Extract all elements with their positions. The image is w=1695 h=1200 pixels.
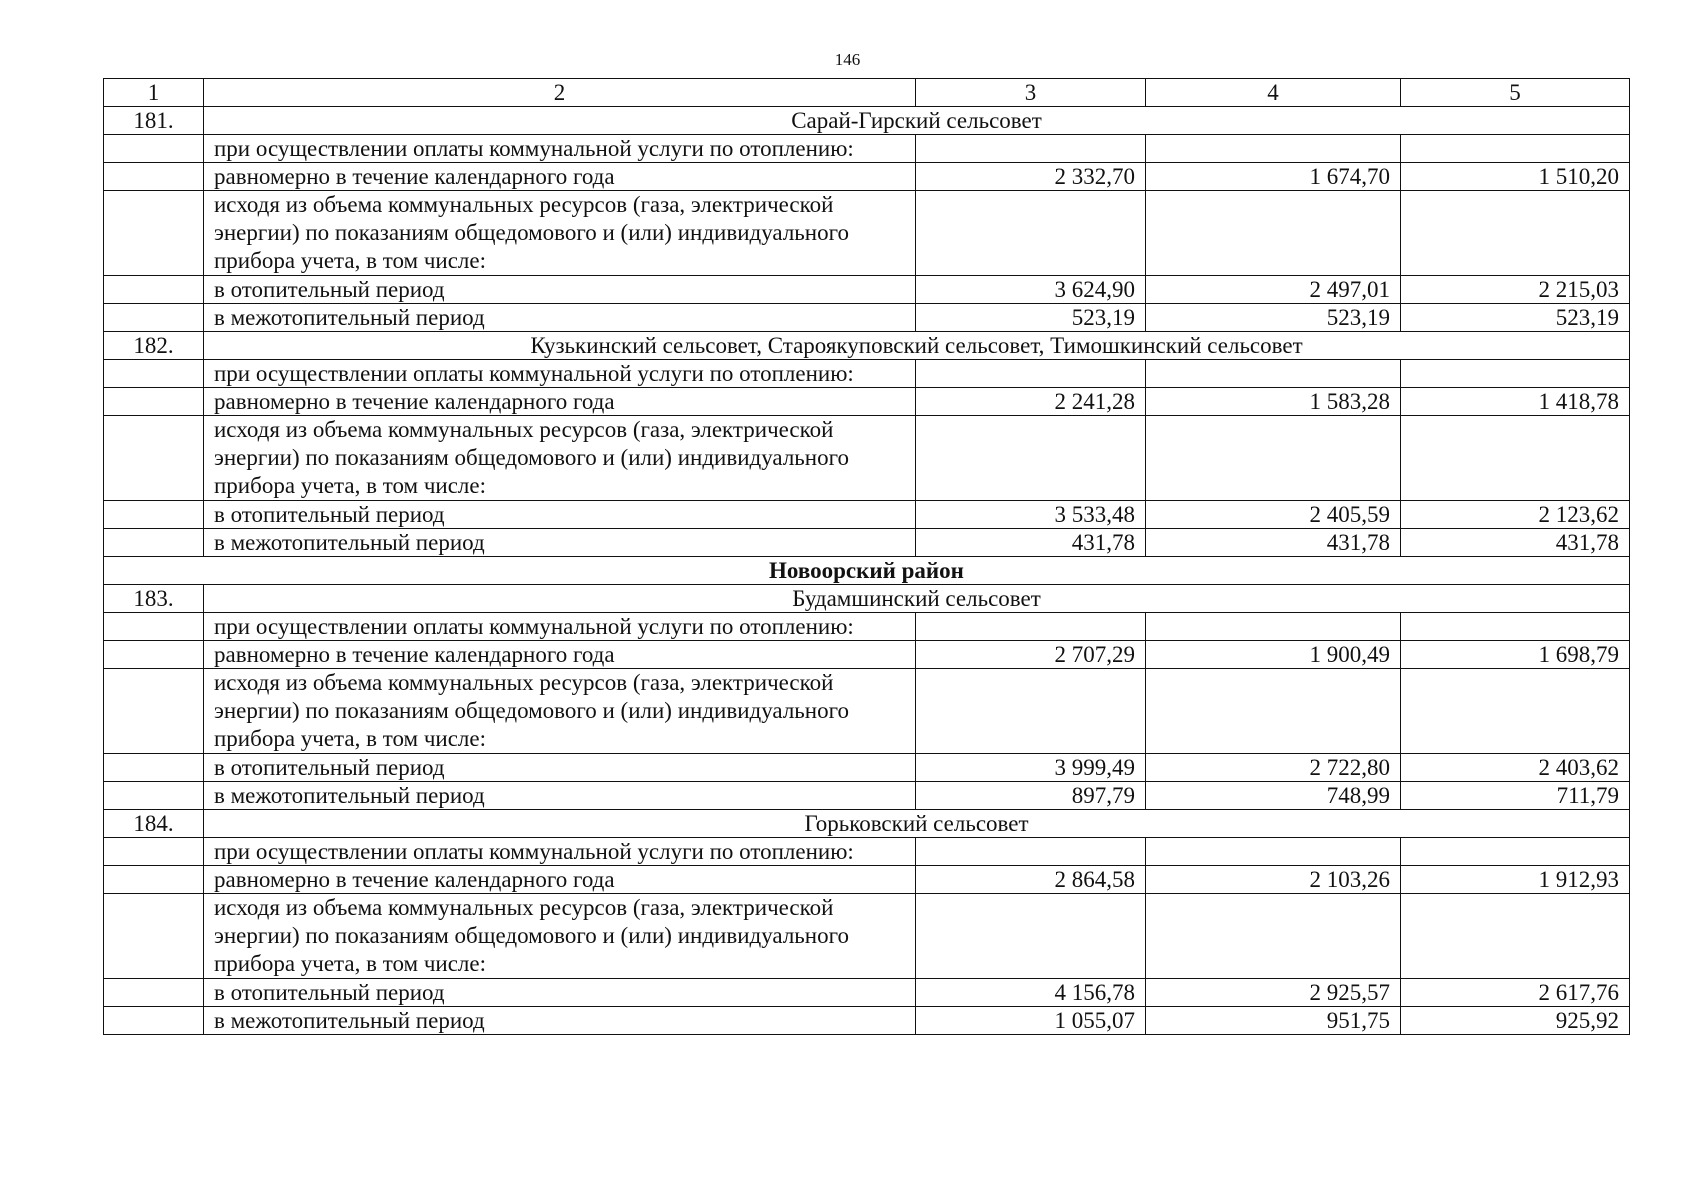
row-number-cell <box>104 669 204 754</box>
row-number-cell <box>104 304 204 332</box>
value-col-5: 2 617,76 <box>1401 979 1630 1007</box>
table-row <box>104 529 1630 557</box>
row-label: при осуществлении оплаты коммунальной услуги по отоплению: <box>204 135 916 163</box>
row-number: 183. <box>104 585 204 613</box>
value-col-5 <box>1401 894 1630 979</box>
header-cell: 1 <box>104 79 204 107</box>
row-label: в межотопительный период <box>204 782 916 810</box>
header-row <box>104 79 1630 107</box>
value-col-5 <box>1401 191 1630 276</box>
value-col-3: 2 707,29 <box>916 641 1146 669</box>
value-col-4 <box>1146 135 1401 163</box>
value-col-4: 1 900,49 <box>1146 641 1401 669</box>
value-col-3: 3 999,49 <box>916 754 1146 782</box>
table-row <box>104 894 1630 979</box>
row-number-cell <box>104 866 204 894</box>
row-label: равномерно в течение календарного года <box>204 866 916 894</box>
table-row <box>104 1007 1630 1035</box>
row-label: в межотопительный период <box>204 529 916 557</box>
row-number-cell <box>104 360 204 388</box>
value-col-5: 1 418,78 <box>1401 388 1630 416</box>
district-title: Новоорский район <box>104 557 1630 585</box>
settlement-row <box>104 107 1630 135</box>
row-label: в отопительный период <box>204 501 916 529</box>
value-col-5 <box>1401 669 1630 754</box>
value-col-4: 2 925,57 <box>1146 979 1401 1007</box>
value-col-4: 2 497,01 <box>1146 276 1401 304</box>
row-label: исходя из объема коммунальных ресурсов (газа, электрической энергии) по показаниям общедомового и (или) индивидуального прибора учета, в том числе: <box>204 669 916 754</box>
row-number-cell <box>104 894 204 979</box>
row-number-cell <box>104 276 204 304</box>
row-label: исходя из объема коммунальных ресурсов (газа, электрической энергии) по показаниям общедомового и (или) индивидуального прибора учета, в том числе: <box>204 191 916 276</box>
settlement-title: Кузькинский сельсовет, Староякуповский сельсовет, Тимошкинский сельсовет <box>204 332 1630 360</box>
table-row <box>104 613 1630 641</box>
row-number-cell <box>104 416 204 501</box>
value-col-5 <box>1401 135 1630 163</box>
value-col-4: 2 103,26 <box>1146 866 1401 894</box>
row-number-cell <box>104 782 204 810</box>
header-cell: 4 <box>1146 79 1401 107</box>
value-col-4 <box>1146 669 1401 754</box>
row-number-cell <box>104 641 204 669</box>
value-col-4: 748,99 <box>1146 782 1401 810</box>
table-row <box>104 501 1630 529</box>
value-col-3: 897,79 <box>916 782 1146 810</box>
value-col-4: 523,19 <box>1146 304 1401 332</box>
row-label: исходя из объема коммунальных ресурсов (газа, электрической энергии) по показаниям общедомового и (или) индивидуального прибора учета, в том числе: <box>204 416 916 501</box>
value-col-4 <box>1146 191 1401 276</box>
value-col-4 <box>1146 416 1401 501</box>
row-number-cell <box>104 163 204 191</box>
row-label: равномерно в течение календарного года <box>204 641 916 669</box>
row-label: при осуществлении оплаты коммунальной услуги по отоплению: <box>204 613 916 641</box>
value-col-3 <box>916 416 1146 501</box>
row-number: 181. <box>104 107 204 135</box>
value-col-4: 431,78 <box>1146 529 1401 557</box>
value-col-4: 2 405,59 <box>1146 501 1401 529</box>
value-col-5: 1 510,20 <box>1401 163 1630 191</box>
row-number-cell <box>104 501 204 529</box>
value-col-5 <box>1401 613 1630 641</box>
header-cell: 2 <box>204 79 916 107</box>
value-col-5: 2 123,62 <box>1401 501 1630 529</box>
row-number-cell <box>104 1007 204 1035</box>
table-row <box>104 135 1630 163</box>
table-row <box>104 388 1630 416</box>
value-col-5: 1 698,79 <box>1401 641 1630 669</box>
value-col-5 <box>1401 838 1630 866</box>
value-col-5: 2 215,03 <box>1401 276 1630 304</box>
value-col-3 <box>916 360 1146 388</box>
table-row <box>104 360 1630 388</box>
value-col-5: 711,79 <box>1401 782 1630 810</box>
row-number-cell <box>104 754 204 782</box>
table-row <box>104 416 1630 501</box>
row-label: при осуществлении оплаты коммунальной услуги по отоплению: <box>204 838 916 866</box>
row-number-cell <box>104 613 204 641</box>
value-col-4: 1 583,28 <box>1146 388 1401 416</box>
value-col-4 <box>1146 894 1401 979</box>
row-label: при осуществлении оплаты коммунальной услуги по отоплению: <box>204 360 916 388</box>
header-cell: 3 <box>916 79 1146 107</box>
value-col-3: 523,19 <box>916 304 1146 332</box>
value-col-5: 523,19 <box>1401 304 1630 332</box>
row-label: в отопительный период <box>204 979 916 1007</box>
table-row <box>104 191 1630 276</box>
value-col-4: 2 722,80 <box>1146 754 1401 782</box>
row-number-cell <box>104 529 204 557</box>
value-col-3: 3 624,90 <box>916 276 1146 304</box>
value-col-3 <box>916 135 1146 163</box>
value-col-5 <box>1401 416 1630 501</box>
value-col-3: 431,78 <box>916 529 1146 557</box>
header-cell: 5 <box>1401 79 1630 107</box>
value-col-4 <box>1146 838 1401 866</box>
value-col-5: 431,78 <box>1401 529 1630 557</box>
value-col-3: 2 864,58 <box>916 866 1146 894</box>
row-label: в межотопительный период <box>204 304 916 332</box>
row-number: 182. <box>104 332 204 360</box>
value-col-5: 925,92 <box>1401 1007 1630 1035</box>
row-label: в отопительный период <box>204 276 916 304</box>
table-row <box>104 979 1630 1007</box>
table-row <box>104 782 1630 810</box>
value-col-3 <box>916 191 1146 276</box>
value-col-5 <box>1401 360 1630 388</box>
row-label: равномерно в течение календарного года <box>204 388 916 416</box>
table-row <box>104 163 1630 191</box>
table-row <box>104 276 1630 304</box>
value-col-4: 1 674,70 <box>1146 163 1401 191</box>
value-col-5: 2 403,62 <box>1401 754 1630 782</box>
row-number-cell <box>104 388 204 416</box>
settlement-row <box>104 585 1630 613</box>
value-col-4 <box>1146 613 1401 641</box>
row-number: 184. <box>104 810 204 838</box>
table-row <box>104 304 1630 332</box>
value-col-3: 3 533,48 <box>916 501 1146 529</box>
row-label: равномерно в течение календарного года <box>204 163 916 191</box>
settlement-title: Горьковский сельсовет <box>204 810 1630 838</box>
value-col-4: 951,75 <box>1146 1007 1401 1035</box>
row-label: исходя из объема коммунальных ресурсов (газа, электрической энергии) по показаниям общедомового и (или) индивидуального прибора учета, в том числе: <box>204 894 916 979</box>
value-col-3 <box>916 613 1146 641</box>
tariff-table <box>103 78 1630 1035</box>
settlement-title: Будамшинский сельсовет <box>204 585 1630 613</box>
row-number-cell <box>104 135 204 163</box>
row-number-cell <box>104 979 204 1007</box>
value-col-3 <box>916 838 1146 866</box>
settlement-row <box>104 810 1630 838</box>
value-col-3 <box>916 669 1146 754</box>
value-col-3: 1 055,07 <box>916 1007 1146 1035</box>
table-row <box>104 641 1630 669</box>
table-row <box>104 669 1630 754</box>
row-number-cell <box>104 191 204 276</box>
settlement-title: Сарай-Гирский сельсовет <box>204 107 1630 135</box>
table-row <box>104 866 1630 894</box>
value-col-4 <box>1146 360 1401 388</box>
settlement-row <box>104 332 1630 360</box>
value-col-5: 1 912,93 <box>1401 866 1630 894</box>
row-label: в отопительный период <box>204 754 916 782</box>
table-body <box>104 79 1630 1035</box>
value-col-3: 2 332,70 <box>916 163 1146 191</box>
table-row <box>104 838 1630 866</box>
district-row <box>104 557 1630 585</box>
row-label: в межотопительный период <box>204 1007 916 1035</box>
value-col-3 <box>916 894 1146 979</box>
row-number-cell <box>104 838 204 866</box>
value-col-3: 2 241,28 <box>916 388 1146 416</box>
table-row <box>104 754 1630 782</box>
page-number: 146 <box>834 50 861 69</box>
value-col-3: 4 156,78 <box>916 979 1146 1007</box>
